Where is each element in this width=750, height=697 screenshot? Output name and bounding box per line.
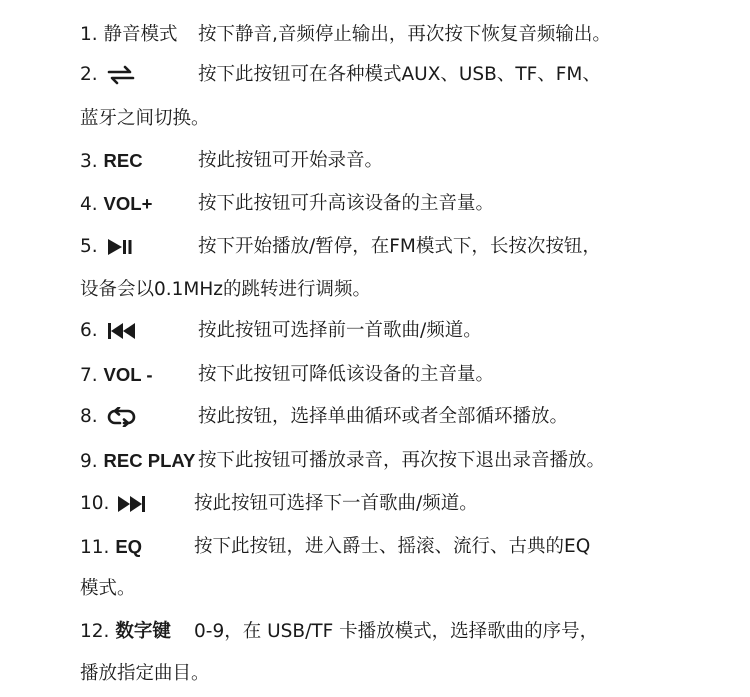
item-key-label: VOL - <box>103 364 153 385</box>
item-number: 7. <box>80 365 98 386</box>
list-item-1 <box>80 20 611 50</box>
item-description: 按下此按钮可升高该设备的主音量。 <box>198 193 495 214</box>
item-description: 按下静音,音频停止输出，再次按下恢复音频输出。 <box>198 24 611 45</box>
next-track-icon <box>117 494 147 514</box>
item-key-label: VOL+ <box>103 193 153 214</box>
item-number: 12. <box>80 621 110 642</box>
item-key-label: 静音模式 <box>103 24 178 45</box>
item-description: 按此按钮可开始录音。 <box>198 150 384 171</box>
repeat-icon <box>106 407 138 427</box>
item-description: 按此按钮可选择下一首歌曲/频道。 <box>194 493 478 514</box>
list-item-11-continuation: 模式。 <box>80 578 136 599</box>
list-item-12-continuation: 播放指定曲目。 <box>80 663 210 684</box>
list-item-5-continuation: 设备会以0.1MHz的跳转进行调频。 <box>80 279 372 300</box>
item-description: 按下此按钮可降低该设备的主音量。 <box>198 364 495 385</box>
list-item-9 <box>80 446 606 476</box>
item-number: 8. <box>80 406 98 427</box>
list-item-6 <box>80 316 482 346</box>
item-number: 3. <box>80 151 98 172</box>
list-item-5 <box>80 232 601 262</box>
item-number: 11. <box>80 537 110 558</box>
list-item-10 <box>80 489 478 519</box>
item-key-label: 数字键 <box>115 621 171 642</box>
item-number: 1. <box>80 24 98 45</box>
list-item-2 <box>80 60 601 90</box>
list-item-11 <box>80 532 591 562</box>
item-key-label: REC PLAY <box>103 450 196 471</box>
switch-mode-arrows-icon <box>106 65 136 85</box>
item-number: 6. <box>80 320 98 341</box>
previous-track-icon <box>106 321 136 341</box>
item-number: 4. <box>80 194 98 215</box>
item-description: 0-9，在 USB/TF 卡播放模式，选择歌曲的序号， <box>194 621 599 642</box>
list-item-4 <box>80 189 495 219</box>
item-key-label: REC <box>103 150 143 171</box>
item-number: 5. <box>80 236 98 257</box>
item-description: 按此按钮，选择单曲循环或者全部循环播放。 <box>198 406 569 427</box>
item-description: 按下此按钮可在各种模式AUX、USB、TF、FM、 <box>198 64 601 85</box>
item-description: 按下此按钮，进入爵士、摇滚、流行、古典的EQ <box>194 536 591 557</box>
item-description: 按此按钮可选择前一首歌曲/频道。 <box>198 320 482 341</box>
list-item-12 <box>80 617 599 647</box>
item-description: 按下开始播放/暂停，在FM模式下，长按次按钮， <box>198 236 601 257</box>
item-key-label: EQ <box>115 536 143 557</box>
list-item-2-continuation: 蓝牙之间切换。 <box>80 108 210 129</box>
list-item-8 <box>80 402 569 432</box>
list-item-3 <box>80 146 384 176</box>
item-description: 按下此按钮可播放录音，再次按下退出录音播放。 <box>198 450 606 471</box>
play-pause-icon <box>106 237 134 257</box>
item-number: 2. <box>80 64 98 85</box>
item-number: 10. <box>80 493 110 514</box>
list-item-7 <box>80 360 495 390</box>
item-number: 9. <box>80 451 98 472</box>
